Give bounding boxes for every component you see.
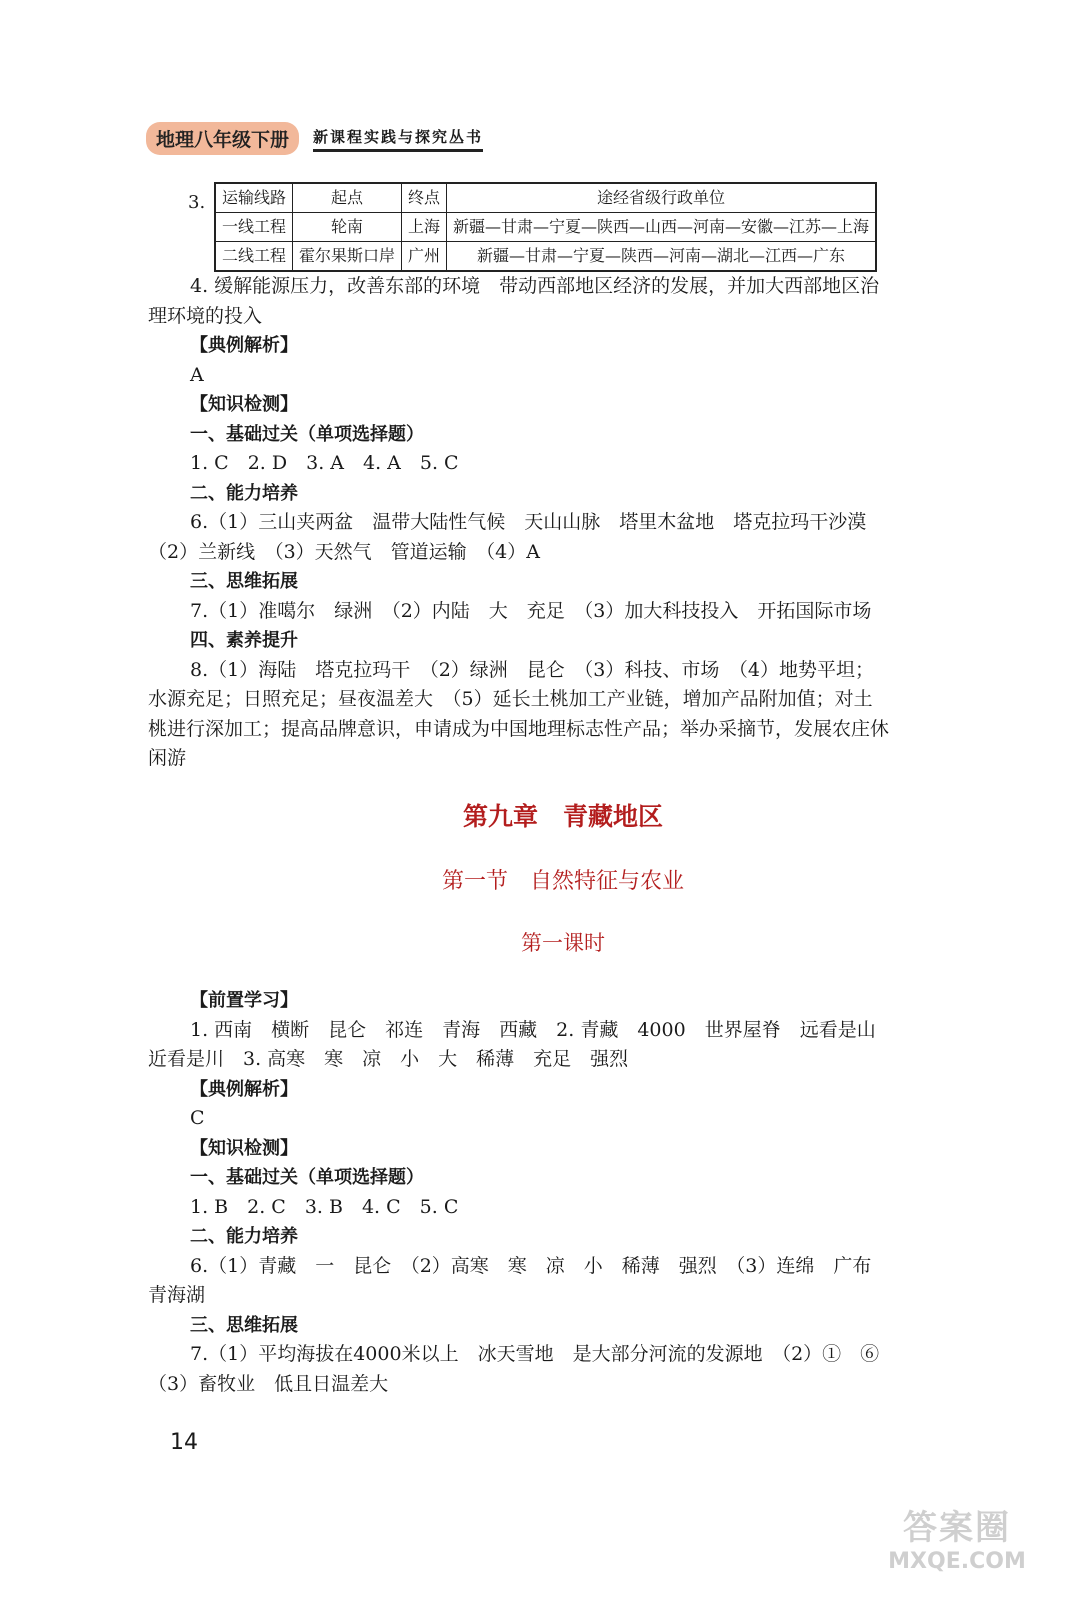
answer-line: 桃进行深加工；提高品牌意识，申请成为中国地理标志性产品；举办采摘节，发展农庄休 — [148, 717, 890, 740]
section-heading: 【知识检测】 — [190, 1137, 298, 1159]
answer-line: 闲游 — [148, 747, 187, 769]
question-number: 3. — [188, 192, 206, 213]
answer-line: 6.（1）三山夹两盆 温带大陆性气候 天山山脉 塔里木盆地 塔克拉玛干沙漠 — [190, 511, 867, 533]
watermark-logo — [872, 1500, 1042, 1580]
answer-content — [148, 182, 978, 1399]
page-number: 14 — [170, 1430, 198, 1455]
table-row — [215, 242, 876, 272]
answer-line: 水源充足；日照充足；昼夜温差大 （5）延长土桃加工产业链，增加产品附加值；对土 — [148, 688, 873, 710]
answer-line: 6.（1）青藏 一 昆仑 （2）高寒 寒 凉 小 稀薄 强烈 （3）连绵 广布 — [190, 1254, 872, 1277]
table-header-cell: 途经省级行政单位 — [447, 183, 877, 213]
page-header — [146, 122, 483, 155]
chapter-title: 第九章 青藏地区 — [462, 801, 663, 831]
table-cell: 新疆—甘肃—宁夏—陕西—山西—河南—安徽—江苏—上海 — [447, 213, 877, 242]
series-name: 新课程实践与探究丛书 — [313, 126, 483, 152]
table-cell: 霍尔果斯口岸 — [293, 242, 402, 272]
subsection-heading: 四、素养提升 — [190, 630, 298, 651]
answer-line: 理环境的投入 — [148, 304, 263, 327]
subsection-heading: 二、能力培养 — [190, 482, 298, 504]
answer-line: C — [190, 1107, 205, 1129]
subsection-heading: 一、基础过关（单项选择题） — [190, 1167, 424, 1188]
subsection-heading: 一、基础过关（单项选择题） — [190, 423, 424, 445]
table-cell: 广州 — [402, 242, 447, 272]
answer-line: 7.（1）准噶尔 绿洲 （2）内陆 大 充足 （3）加大科技投入 开拓国际市场 — [190, 599, 872, 622]
answer-line: 1. B 2. C 3. B 4. C 5. C — [190, 1195, 459, 1218]
table-cell: 轮南 — [293, 213, 402, 242]
answer-line: 青海湖 — [148, 1284, 206, 1306]
subsection-heading: 二、能力培养 — [190, 1226, 298, 1247]
answer-line: 7.（1）平均海拔在4000米以上 冰天雪地 是大部分河流的发源地 （2）① ⑥ — [190, 1343, 880, 1365]
section-heading: 【典例解析】 — [190, 1078, 298, 1100]
table-header-cell: 运输线路 — [215, 183, 293, 213]
table-cell: 二线工程 — [215, 242, 293, 272]
subsection-heading: 三、思维拓展 — [190, 571, 298, 592]
table-header-row — [215, 183, 876, 213]
answer-line: 1. C 2. D 3. A 4. A 5. C — [190, 452, 459, 474]
section-heading: 【典例解析】 — [190, 335, 298, 356]
answer-line: 近看是川 3. 高寒 寒 凉 小 大 稀薄 充足 强烈 — [148, 1048, 629, 1070]
book-title-tag: 地理八年级下册 — [146, 122, 299, 155]
answer-line: 8.（1）海陆 塔克拉玛干 （2）绿洲 昆仑 （3）科技、市场 （4）地势平坦； — [190, 658, 874, 681]
section-title: 第一节 自然特征与农业 — [441, 869, 684, 894]
answer-line: 4. 缓解能源压力，改善东部的环境 带动西部地区经济的发展，并加大西部地区治 — [190, 275, 880, 297]
table-cell: 一线工程 — [215, 213, 293, 242]
lesson-title: 第一课时 — [521, 930, 605, 955]
answer-line: 1. 西南 横断 昆仑 祁连 青海 西藏 2. 青藏 4000 世界屋脊 远看是山 — [190, 1018, 876, 1041]
answer-line: （2）兰新线 （3）天然气 管道运输 （4）A — [148, 540, 540, 563]
table-header-cell: 起点 — [293, 183, 402, 213]
table-cell: 新疆—甘肃—宁夏—陕西—河南—湖北—江西—广东 — [447, 242, 877, 272]
section-heading: 【知识检测】 — [190, 394, 298, 415]
answer-line: A — [190, 363, 204, 386]
question-3-table-block — [188, 182, 978, 272]
transport-route-table — [214, 182, 877, 272]
section-heading: 【前置学习】 — [190, 990, 298, 1011]
watermark-url: MXQE.COM — [888, 1549, 1026, 1574]
table-cell: 上海 — [402, 213, 447, 242]
answer-line: （3）畜牧业 低且日温差大 — [148, 1372, 389, 1395]
table-header-cell: 终点 — [402, 183, 447, 213]
watermark-text: 答案圈 — [903, 1508, 1011, 1548]
table-row — [215, 213, 876, 242]
subsection-heading: 三、思维拓展 — [190, 1314, 298, 1336]
